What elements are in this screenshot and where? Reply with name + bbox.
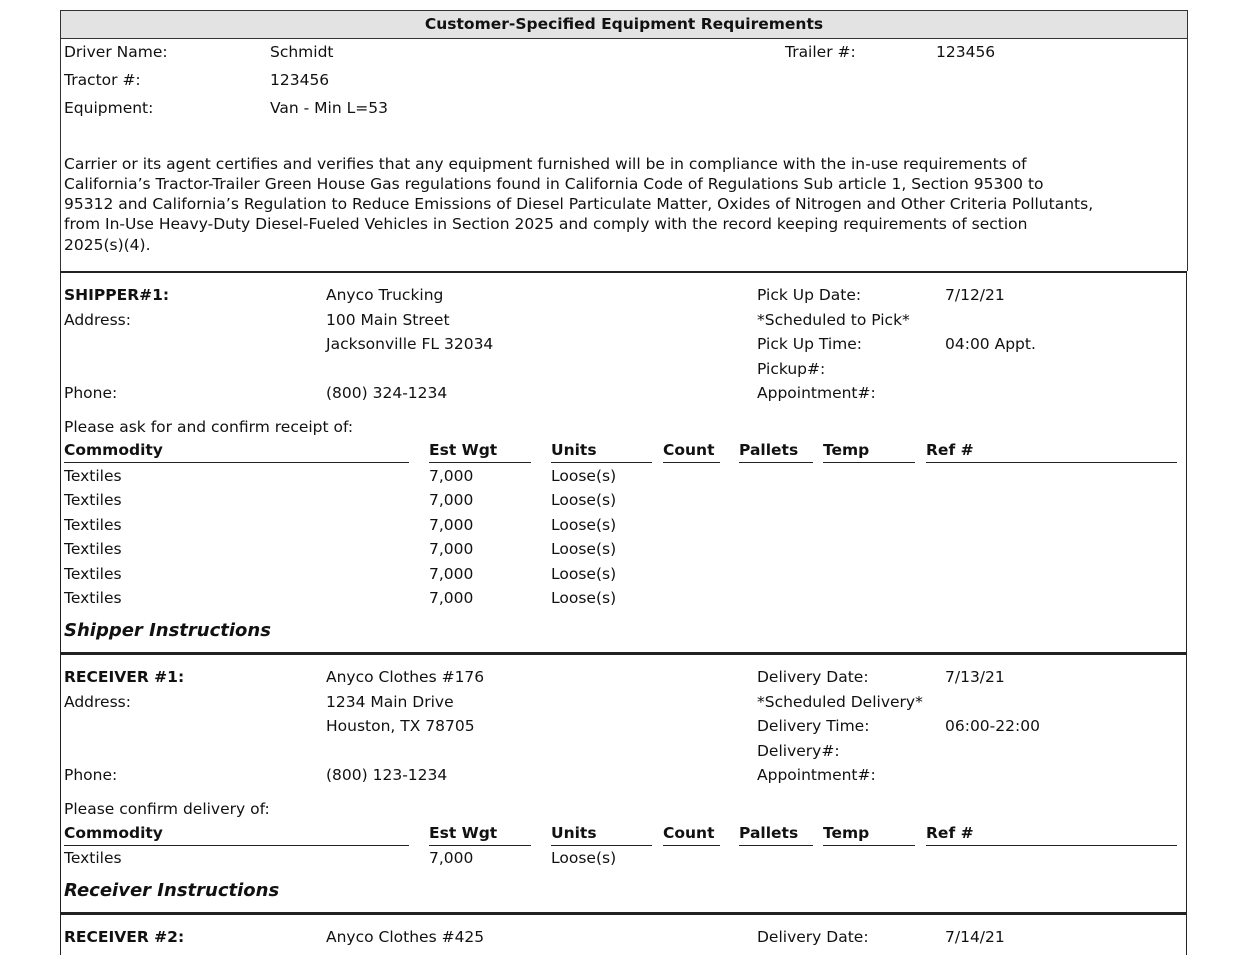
shipper-heading: SHIPPER#1:	[64, 286, 170, 304]
row-commodity: Textiles	[64, 467, 122, 485]
col-units: Units	[551, 441, 652, 463]
section-divider	[60, 652, 1187, 655]
row-units: Loose(s)	[551, 565, 617, 583]
col-commodity: Commodity	[64, 441, 409, 463]
shipper-instructions-heading: Shipper Instructions	[64, 620, 271, 641]
tractor-value: 123456	[270, 71, 330, 89]
shipper-name: Anyco Trucking	[326, 286, 444, 304]
equipment-value: Van - Min L=53	[270, 99, 388, 117]
row-units: Loose(s)	[551, 589, 617, 607]
receiver1-name: Anyco Clothes #176	[326, 668, 485, 686]
left-border	[60, 271, 61, 955]
receiver1-address-line1: 1234 Main Drive	[326, 693, 454, 711]
pickup-time-label: Pick Up Time:	[757, 335, 863, 353]
receiver1-appointment-label: Appointment#:	[757, 766, 876, 784]
receiver2-name: Anyco Clothes #425	[326, 928, 485, 946]
cert-line: 2025(s)(4).	[64, 236, 151, 254]
row-units: Loose(s)	[551, 849, 617, 867]
pickup-date-value: 7/12/21	[945, 286, 1005, 304]
tractor-label: Tractor #:	[64, 71, 141, 89]
row-commodity: Textiles	[64, 589, 122, 607]
pickup-number-label: Pickup#:	[757, 360, 826, 378]
equipment-label: Equipment:	[64, 99, 154, 117]
scheduled-delivery: *Scheduled Delivery*	[757, 693, 923, 711]
col-ref: Ref #	[926, 824, 1177, 846]
delivery-date-label: Delivery Date:	[757, 668, 869, 686]
shipper-ask-text: Please ask for and confirm receipt of:	[64, 418, 354, 436]
row-commodity: Textiles	[64, 516, 122, 534]
receiver-instructions-heading: Receiver Instructions	[64, 880, 280, 901]
row-est-wgt: 7,000	[429, 565, 474, 583]
row-commodity: Textiles	[64, 540, 122, 558]
col-units: Units	[551, 824, 652, 846]
col-commodity: Commodity	[64, 824, 409, 846]
cert-line: 95312 and California’s Regulation to Reduce Emissions of Diesel Particulate Matter, Oxides of Nitrogen and Other Criteria Pollutants,	[64, 195, 1094, 213]
cert-line: Carrier or its agent certifies and verifies that any equipment furnished will be in compliance with the in-use requirements of	[64, 155, 1027, 173]
row-est-wgt: 7,000	[429, 589, 474, 607]
row-est-wgt: 7,000	[429, 516, 474, 534]
trailer-value: 123456	[936, 43, 996, 61]
delivery-time-label: Delivery Time:	[757, 717, 870, 735]
driver-label: Driver Name:	[64, 43, 168, 61]
receiver1-address-line2: Houston, TX 78705	[326, 717, 475, 735]
delivery-time-value: 06:00-22:00	[945, 717, 1040, 735]
col-est-wgt: Est Wgt	[429, 824, 531, 846]
row-est-wgt: 7,000	[429, 849, 474, 867]
row-units: Loose(s)	[551, 467, 617, 485]
shipper-phone-value: (800) 324-1234	[326, 384, 448, 402]
cert-line: from In-Use Heavy-Duty Diesel-Fueled Vehicles in Section 2025 and comply with the record keeping requirements of section	[64, 215, 1028, 233]
row-units: Loose(s)	[551, 516, 617, 534]
trailer-label: Trailer #:	[785, 43, 856, 61]
shipper-address-line1: 100 Main Street	[326, 311, 450, 329]
receiver1-phone-value: (800) 123-1234	[326, 766, 448, 784]
receiver1-phone-label: Phone:	[64, 766, 118, 784]
pickup-time-value: 04:00 Appt.	[945, 335, 1036, 353]
scheduled-to-pick: *Scheduled to Pick*	[757, 311, 910, 329]
col-count: Count	[663, 441, 720, 463]
pickup-date-label: Pick Up Date:	[757, 286, 862, 304]
section-divider	[60, 271, 1187, 273]
col-temp: Temp	[823, 824, 915, 846]
row-est-wgt: 7,000	[429, 540, 474, 558]
col-est-wgt: Est Wgt	[429, 441, 531, 463]
col-ref: Ref #	[926, 441, 1177, 463]
row-commodity: Textiles	[64, 849, 122, 867]
shipper-appointment-label: Appointment#:	[757, 384, 876, 402]
row-est-wgt: 7,000	[429, 491, 474, 509]
shipper-address-label: Address:	[64, 311, 131, 329]
cert-line: California’s Tractor-Trailer Green House Gas regulations found in California Code of Regulations Sub article 1, Section 95300 to	[64, 175, 1044, 193]
receiver1-address-label: Address:	[64, 693, 131, 711]
row-est-wgt: 7,000	[429, 467, 474, 485]
right-border	[1186, 271, 1187, 955]
shipper-address-line2: Jacksonville FL 32034	[326, 335, 494, 353]
shipper-phone-label: Phone:	[64, 384, 118, 402]
col-pallets: Pallets	[739, 824, 813, 846]
row-commodity: Textiles	[64, 491, 122, 509]
receiver1-heading: RECEIVER #1:	[64, 668, 185, 686]
col-pallets: Pallets	[739, 441, 813, 463]
section-divider	[60, 912, 1187, 915]
row-commodity: Textiles	[64, 565, 122, 583]
row-units: Loose(s)	[551, 540, 617, 558]
col-count: Count	[663, 824, 720, 846]
receiver2-date-label: Delivery Date:	[757, 928, 869, 946]
receiver1-confirm-text: Please confirm delivery of:	[64, 800, 270, 818]
delivery-number-label: Delivery#:	[757, 742, 840, 760]
receiver2-heading: RECEIVER #2:	[64, 928, 185, 946]
col-temp: Temp	[823, 441, 915, 463]
driver-value: Schmidt	[270, 43, 334, 61]
receiver2-date-value: 7/14/21	[945, 928, 1005, 946]
delivery-date-value: 7/13/21	[945, 668, 1005, 686]
requirements-title: Customer-Specified Equipment Requirements	[61, 11, 1187, 39]
row-units: Loose(s)	[551, 491, 617, 509]
